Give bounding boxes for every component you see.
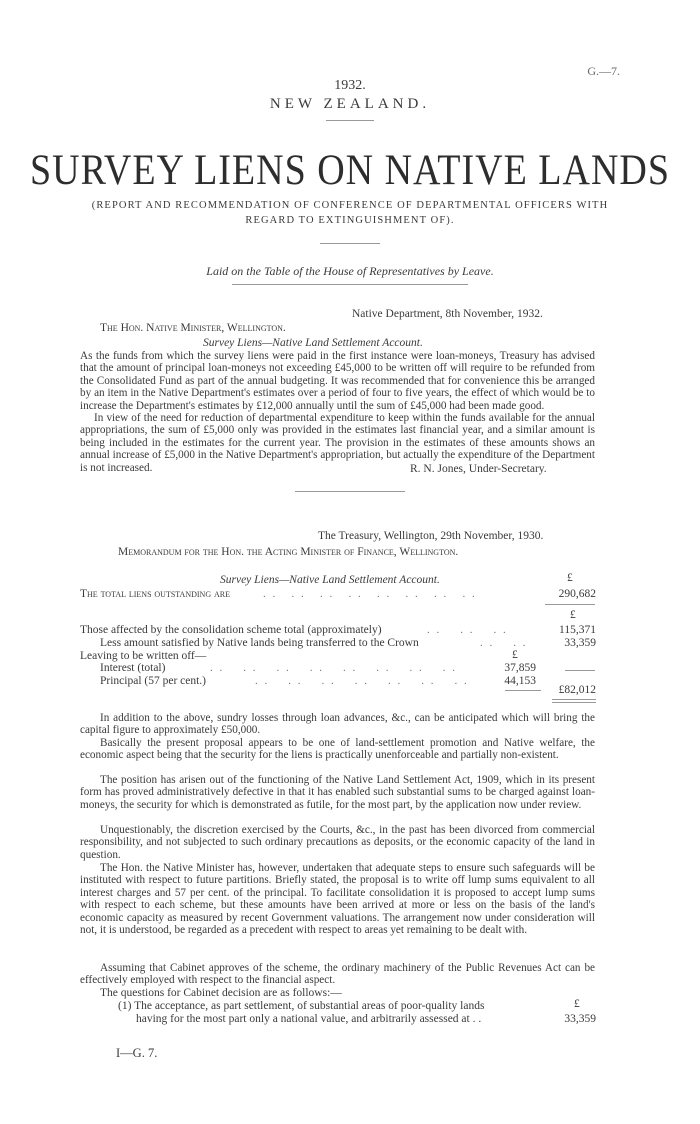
currency-symbol: £ — [570, 609, 576, 621]
divider — [232, 284, 468, 285]
paragraph: Assuming that Cabinet approves of the scheme, the ordinary machinery of the Public Revenues Act can be effectively employed with respect to the financial aspect. — [80, 962, 595, 987]
divider — [295, 491, 405, 492]
paragraph: In addition to the above, sundry losses through loan advances, &c., can be anticipated which will bring the capital figure to approximately £50,000. — [80, 712, 595, 737]
section-heading: Survey Liens—Native Land Settlement Account. — [203, 337, 423, 349]
total-liens-label: The total liens outstanding are — [80, 588, 230, 600]
paragraph: The questions for Cabinet decision are as follows:— — [100, 987, 342, 999]
section-heading: Survey Liens—Native Land Settlement Account. — [220, 574, 440, 586]
leader-dots: . . . . . . . . . . . . . . . . — [263, 588, 477, 600]
divider — [326, 120, 374, 121]
principal-label: Principal (57 per cent.) — [100, 675, 207, 687]
paragraph: In view of the need for reduction of departmental expenditure to keep within the funds available for the annual appropriations, the sum of £5,000 only was provided in the estimates last financial year, and a similar amount is being included in the estimates for the current year. The provision in the estimates of these amounts shows an annual increase of £5,000 in the Native Department's appropriation, but actually the expenditure of the Department is not increased. — [80, 412, 595, 474]
laid-on-table-note: Laid on the Table of the House of Representatives by Leave. — [206, 264, 494, 278]
leader-dots: . . . . . . . . . . . . . . . . — [210, 662, 457, 674]
document-title: SURVEY LIENS ON NATIVE LANDS — [30, 145, 670, 195]
satisfied-value: 33,359 — [564, 637, 596, 649]
addressee: Memorandum for the Hon. the Acting Minister of Finance, Wellington. — [118, 546, 459, 558]
page-footer: I—G. 7. — [116, 1046, 158, 1060]
paragraph: The Hon. the Native Minister has, however, undertaken that adequate steps to ensure such safeguards will be instituted with respect to future partitions. Briefly stated, the proposal is to write off lump sums equivalent to all interest charges and 57 per cent. of the principal. To facilitate consolidation it is proposed to accept lump sums with respect to each scheme, but these amounts have been arrived at more or less on the basis of the land's economic capacity as measured by recent Government valuations. The arrangement now under consideration will not, it is understood, be regarded as a precedent with respect to areas yet remaining to be dealt with. — [80, 862, 595, 937]
leader-dots: . . . . . . — [427, 624, 508, 636]
leaving-label: Leaving to be written off— — [80, 650, 207, 662]
dateline: The Treasury, Wellington, 29th November, 1930. — [318, 530, 544, 542]
signature: R. N. Jones, Under-Secretary. — [410, 463, 547, 475]
written-off-total: £82,012 — [558, 684, 596, 696]
currency-symbol: £ — [574, 998, 580, 1010]
paragraph: Unquestionably, the discretion exercised by the Courts, &c., in the past has been divorced from commercial responsibility, and not subjected to such ordinary precautions as deposits, or the economic capacity of the land in question. — [80, 824, 595, 861]
subtitle: REGARD TO EXTINGUISHMENT OF). — [245, 215, 455, 226]
affected-value: 115,371 — [559, 624, 596, 636]
currency-symbol: £ — [567, 572, 573, 584]
currency-symbol: £ — [512, 649, 518, 661]
leader-dots: . . . . — [480, 637, 528, 649]
sum-rule — [545, 604, 595, 605]
country: NEW ZEALAND. — [269, 96, 431, 112]
year: 1932. — [334, 78, 366, 93]
satisfied-label: Less amount satisfied by Native lands being transferred to the Crown — [100, 637, 419, 649]
affected-label: Those affected by the consolidation scheme total (approximately) — [80, 624, 382, 636]
interest-value: 37,859 — [504, 662, 536, 674]
paragraph: The position has arisen out of the functioning of the Native Land Settlement Act, 1909, which in its present form has proved administratively defective in that it has enabled such substantial sums to be charged against loan-moneys, the security for which is demonstrated as futile, for the most part, by the application now under review. — [80, 774, 595, 811]
item-value: 33,359 — [564, 1013, 596, 1025]
interest-label: Interest (total) — [100, 662, 166, 674]
principal-value: 44,153 — [504, 675, 536, 687]
double-rule — [552, 699, 596, 700]
addressee: The Hon. Native Minister, Wellington. — [100, 322, 286, 334]
paragraph: As the funds from which the survey liens were paid in the first instance were loan-moneys, Treasury has advised that the amount of principal loan-moneys not exceeding £45,000 to be written off will require to be refunded from the Consolidated Fund as part of the annual budgeting. It was recommended that for convenience this be arranged by an item in the Native Department's estimates over a period of four to five years, the effect of which would be to increase the Department's estimates by £12,000 annually until the sum of £45,000 had been made good. — [80, 350, 595, 412]
total-liens-value: 290,682 — [558, 588, 596, 600]
sum-rule — [565, 670, 595, 671]
divider — [320, 243, 380, 244]
double-rule — [552, 702, 596, 703]
subtitle: (REPORT AND RECOMMENDATION OF CONFERENCE OF DEPARTMENTAL OFFICERS WITH — [91, 200, 609, 211]
list-item: having for the most part only a national value, and arbitrarily assessed at . . — [136, 1013, 482, 1025]
paper-reference: G.—7. — [587, 64, 620, 78]
paragraph: Basically the present proposal appears to be one of land-settlement promotion and Native welfare, the economic aspect being that the security for the liens is practically unenforceable and partially non-existent. — [80, 737, 595, 762]
dateline: Native Department, 8th November, 1932. — [352, 308, 543, 320]
leader-dots: . . . . . . . . . . . . . . — [255, 675, 469, 687]
list-item: (1) The acceptance, as part settlement, of substantial areas of poor-quality lands — [118, 1000, 485, 1012]
